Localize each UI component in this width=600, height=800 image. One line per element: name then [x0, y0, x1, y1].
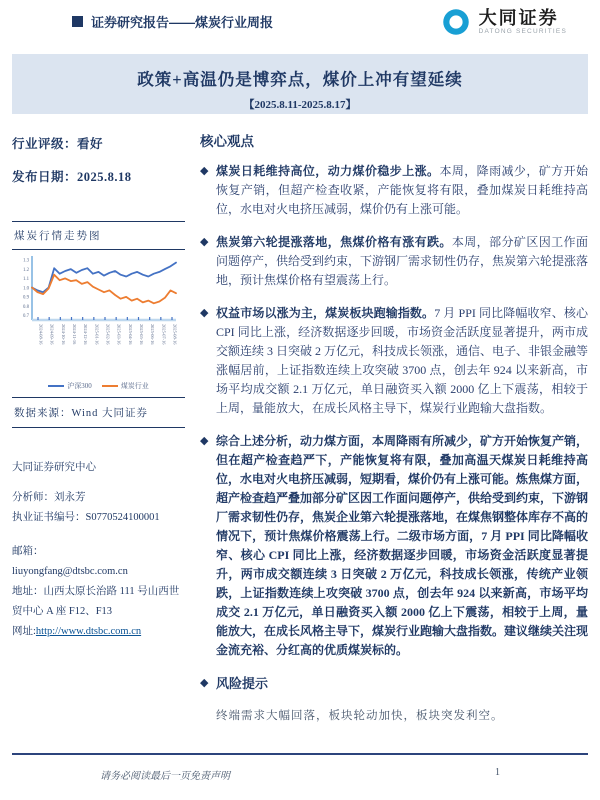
office-address: 地址：山西太原长治路 111 号山西世贸中心 A 座 F12、F13 — [12, 586, 180, 617]
diamond-bullet-icon: ◆ — [200, 236, 209, 248]
legend-swatch-coal — [102, 385, 118, 387]
bullet-body: 7 月 PPI 同比降幅收窄、核心 CPI 同比上涨，经济数据逐步回暖，市场资金活跃度显著提升，两市成交额连续 3 日突破 2 万亿元，科技成长领涨，通信、电子、非银金融等涨幅居前，上证指数连续上攻突破 3700 点，创去年 924 以来新高，市场平均成交额 2.1 万亿元，单日融资买入额 2000 亿上下震荡，相较于上周，量能放大，在成长风格主导下，煤炭行业跑输大盘指数。 — [216, 306, 589, 415]
core-views-section — [200, 130, 588, 723]
publish-date: 发布日期：2025.8.18 — [12, 170, 132, 184]
svg-text:2024-09-16: 2024-09-16 — [49, 324, 55, 345]
core-views-heading: 核心观点 — [200, 134, 254, 149]
svg-text:2024-11-16: 2024-11-16 — [72, 324, 77, 345]
core-view-bullet-1 — [200, 162, 588, 219]
email-label: 邮箱： — [12, 546, 44, 557]
legend-item — [102, 381, 149, 391]
website-label: 网址: — [12, 626, 36, 637]
report-title: 政策+高温仍是博弈点，煤价上冲有望延续 — [137, 70, 463, 89]
svg-text:0.8: 0.8 — [23, 304, 29, 310]
svg-text:1.0: 1.0 — [23, 286, 29, 292]
license-number: 执业证书编号：S0770524100001 — [12, 512, 160, 523]
svg-text:0.9: 0.9 — [23, 295, 29, 301]
bullet-lead: 煤炭日耗维持高位，动力煤价稳步上涨。 — [216, 164, 440, 178]
website-link[interactable]: http://www.dtsbc.com.cn — [35, 626, 142, 637]
legend-swatch-hs300 — [48, 385, 64, 387]
svg-text:2025-06-16: 2025-06-16 — [150, 324, 156, 345]
contact-block — [12, 458, 185, 642]
chart-legend — [12, 381, 185, 391]
page-footer — [12, 753, 588, 782]
bullet-lead: 权益市场以涨为主，煤炭板块跑输指数。 — [216, 306, 435, 320]
svg-text:2025-05-16: 2025-05-16 — [139, 324, 144, 345]
divider — [12, 427, 185, 428]
svg-text:2025-07-16: 2025-07-16 — [161, 324, 167, 345]
svg-text:2025-03-16: 2025-03-16 — [116, 324, 122, 345]
diamond-bullet-icon: ◆ — [200, 677, 209, 689]
pinwheel-logo-icon — [439, 5, 473, 39]
sidebar — [12, 134, 185, 642]
core-view-bullet-4 — [200, 432, 588, 660]
coal-trend-line-chart — [14, 252, 182, 374]
svg-text:1.1: 1.1 — [23, 277, 29, 283]
legend-label: 煤炭行业 — [120, 382, 149, 390]
risk-text: 终端需求大幅回落，板块轮动加快，板块突发利空。 — [216, 710, 504, 722]
title-banner — [12, 54, 588, 114]
report-series-title: 证券研究报告——煤炭行业周报 — [91, 15, 274, 30]
analyst-name: 分析师：刘永芳 — [12, 492, 86, 503]
datong-securities-logo — [439, 5, 567, 39]
core-view-bullet-2 — [200, 233, 588, 290]
legend-item — [48, 381, 92, 391]
svg-text:2025-01-16: 2025-01-16 — [94, 324, 100, 345]
square-bullet-icon — [72, 16, 83, 27]
svg-text:1.3: 1.3 — [23, 258, 29, 264]
diamond-bullet-icon: ◆ — [200, 307, 209, 319]
bullet-body: 本周，部分矿区因工作面问题停产，供给受到约束，下游钢厂需求韧性仍存，焦炭第六轮提涨落地，预计焦煤价格有望震荡上行。 — [216, 235, 589, 287]
industry-rating: 行业评级：看好 — [12, 137, 104, 151]
svg-text:2025-08-16: 2025-08-16 — [172, 324, 178, 345]
bullet-lead: 焦炭第六轮提涨落地，焦煤价格有涨有跌。 — [216, 235, 452, 249]
diamond-bullet-icon: ◆ — [200, 435, 209, 447]
core-view-bullet-3 — [200, 304, 588, 418]
svg-text:1.2: 1.2 — [23, 267, 29, 273]
legend-label: 沪深300 — [67, 382, 92, 390]
svg-text:2024-08-16: 2024-08-16 — [38, 324, 44, 345]
risk-bullet — [200, 674, 588, 693]
logo-name-cn: 大同证券 — [478, 8, 559, 28]
report-period: 【2025.8.11-2025.8.17】 — [243, 99, 357, 111]
page-number: 1 — [495, 767, 500, 778]
svg-text:2024-10-16: 2024-10-16 — [60, 324, 66, 345]
logo-name-en: DATONG SECURITIES — [478, 28, 567, 35]
diamond-bullet-icon: ◆ — [200, 165, 209, 177]
report-series-header — [72, 12, 273, 31]
svg-text:2025-04-16: 2025-04-16 — [127, 324, 133, 345]
svg-text:2024-12-16: 2024-12-16 — [83, 324, 89, 345]
chart-title: 煤炭行情走势图 — [14, 231, 102, 242]
trend-chart-block — [12, 221, 185, 428]
data-source: 数据来源：Wind 大同证券 — [14, 408, 149, 419]
svg-text:0.7: 0.7 — [23, 314, 29, 320]
svg-text:2025-02-16: 2025-02-16 — [105, 324, 111, 345]
bullet-body: 本周，降雨减少，矿方开始恢复产销，但超产检查收紧，产能恢复将有限，叠加煤炭日耗维持高位，水电对火电挤压减弱，煤价仍有上涨可能。 — [216, 164, 588, 216]
risk-heading: 风险提示 — [216, 676, 269, 691]
bullet-lead: 综合上述分析，动力煤方面，本周降雨有所减少，矿方开始恢复产销，但在超产检查趋严下，产能恢复将有限，叠加高温天煤炭日耗维持高位，水电对火电挤压减弱，短期看，煤价仍有上涨可能。炼焦煤方面，超产检查趋严叠加部分矿区因工作面问题停产，供给受到约束，下游钢厂需求韧性仍存，焦炭企业第六轮提涨落地，在煤焦钢整体库存不高的情况下，预计焦煤价格震荡上行。二级市场方面，7 月 PPI 同比降幅收窄、核心 CPI 同比上涨，经济数据逐步回暖，市场资金活跃度显著提升，两市成交额连续 3 日突破 2 万亿元，科技成长领涨，传统产业领跌，上证指数连续上攻突破 3700 点，创去年 924 以来新高，市场平均成交 2.1 万亿元，单日融资买入额 2000 亿上下震荡，相较于上周，量能放大，在成长风格主导下，煤炭行业跑输大盘指数。建议继续关注现金流充裕、分红高的优质煤炭标的。 — [216, 434, 589, 657]
website-line — [12, 622, 185, 642]
research-center: 大同证券研究中心 — [12, 462, 96, 473]
disclaimer-note: 请务必阅读最后一页免责声明 — [100, 771, 230, 782]
email-address: liuyongfang@dtsbc.com.cn — [12, 566, 128, 577]
